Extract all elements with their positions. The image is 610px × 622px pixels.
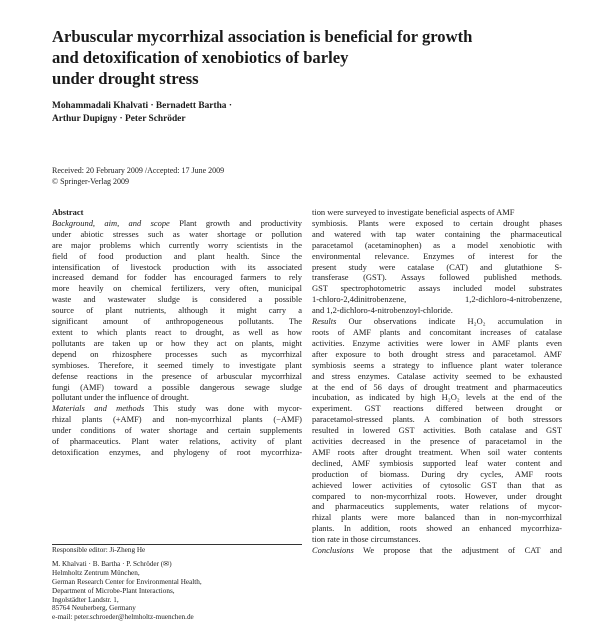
abstract-text: symbiosis seems a strategy to influence plant water tolerance <box>312 359 562 370</box>
abstract-text: AMF roots after drought treatment. When soil water contents <box>312 446 562 457</box>
abstract-line <box>52 349 302 360</box>
abstract-line <box>312 512 562 523</box>
affiliation-line: 85764 Neuherberg, Germany <box>52 604 136 613</box>
section-lead-in: Materials and methods <box>52 403 145 414</box>
affiliation-line: Ingolstädter Landstr. 1, <box>52 595 119 604</box>
section-lead-in: Conclusions <box>312 545 354 556</box>
abstract-text: source of plant nutrients, although it might carry a <box>52 305 302 316</box>
abstract-line <box>312 458 562 469</box>
abstract-text: defense reactions in the presence of arbuscular mycorrhizal <box>52 370 302 381</box>
abstract-text: after exposure to both drought stress and paracetamol. AMF <box>312 348 562 359</box>
abstract-text: GST spectrophotometric assays included model substrates <box>312 283 562 294</box>
abstract-line <box>312 262 562 273</box>
abstract-line <box>52 392 302 403</box>
abstract-line <box>52 262 302 273</box>
abstract-text: rhizal plants (+AMF) and non-mycorrhizal plants (−AMF) <box>52 414 302 425</box>
abstract-line <box>312 501 562 512</box>
author-line: Mohammadali Khalvati · Bernadett Bartha · <box>52 101 232 111</box>
paper-title <box>52 26 552 89</box>
abstract-text: significant amount of anthropogeneous pollutants. The <box>52 316 302 327</box>
abstract-text: under abiotic stresses such as water shortage or pollution <box>52 228 302 239</box>
abstract-text: declined, AMF symbiosis supported leaf water content and <box>312 457 562 468</box>
abstract-text: incubation, as indicated by high H₂O₂ levels at the end of the <box>312 392 562 403</box>
abstract-text: are major problems which currently worry scientists in the <box>52 239 302 250</box>
abstract-text: field of food production and plant health. Since the <box>52 250 302 261</box>
publication-dates <box>52 166 224 187</box>
abstract-line <box>312 447 562 458</box>
abstract-text: environmental relevance. Enzymes of interest for the <box>312 250 562 261</box>
section-lead-in: Background, aim, and scope <box>52 217 170 228</box>
abstract-line <box>52 360 302 371</box>
abstract-text: paracetamol (acetaminophen) as a model xenobiotic with <box>312 239 562 250</box>
abstract-line <box>312 251 562 262</box>
section-lead-in: Results <box>312 316 337 327</box>
abstract-line <box>312 425 562 436</box>
abstract-text: roots of AMF plants and concomitant increases of catalase <box>312 326 562 337</box>
author-email-link[interactable]: e-mail: peter.schroeder@helmholtz-muenchen.de <box>52 613 194 622</box>
abstract-line <box>312 316 562 327</box>
abstract-line <box>312 469 562 480</box>
abstract-line <box>52 403 302 414</box>
abstract-line <box>52 371 302 382</box>
abstract-line <box>312 534 562 545</box>
abstract-line <box>52 425 302 436</box>
abstract-left-column <box>52 207 302 458</box>
abstract-text: production of biomass. During dry cycles, AMF roots <box>312 468 562 479</box>
author-line: Arthur Dupigny · Peter Schröder <box>52 114 186 124</box>
abstract-line <box>52 414 302 425</box>
abstract-text: under conditions of water shortage and certain supplements <box>52 425 302 436</box>
abstract-line <box>312 305 562 316</box>
abstract-text: intensification of livestock production with its associated <box>52 261 302 272</box>
abstract-text: activities. Enzyme activities were lower in AMF plants even <box>312 337 562 348</box>
abstract-text: rhizal plants were more balanced than in non-mycorrhizal <box>312 512 562 523</box>
abstract-line <box>52 338 302 349</box>
abstract-line <box>312 371 562 382</box>
affiliation-line: Helmholtz Zentrum München, <box>52 568 140 577</box>
title-line: and detoxification of xenobiotics of barley <box>52 48 349 67</box>
abstract-line <box>312 240 562 251</box>
abstract-text: experiment. GST reactions differed between drought or <box>312 403 562 414</box>
abstract-line <box>52 272 302 283</box>
abstract-text: detoxification enzymes, and phylogeny of root mycorrhiza- <box>52 446 302 457</box>
abstract-text: and 1,2-dichloro-4-nitrobenzoyl-chloride. <box>312 305 453 316</box>
abstract-text: and watered with tap water containing the pharmaceutical <box>312 228 562 239</box>
abstract-text: waste and wastewater sludge is considered a possible <box>52 294 302 305</box>
abstract-line <box>52 382 302 393</box>
abstract-text: transferase (GST). Assays followed published methods. <box>312 272 562 283</box>
responsible-editor: Responsible editor: Ji-Zheng He <box>52 546 146 554</box>
abstract-text: depend on rhizosphere processes such as mycorrhizal <box>52 348 302 359</box>
abstract-line <box>312 382 562 393</box>
abstract-line <box>52 436 302 447</box>
abstract-line <box>312 360 562 371</box>
abstract-text: increased demand for fodder has encouraged farmers to rely <box>52 272 302 283</box>
abstract-text: at the end of 56 days of drought treatment and pharmaceutics <box>312 381 562 392</box>
abstract-line <box>312 414 562 425</box>
abstract-right-column <box>312 207 562 556</box>
abstract-text: extent to which plants react to drought, as well as how <box>52 326 302 337</box>
abstract-text: of pharmaceutics. Plant water relations, activity of plant <box>52 436 302 447</box>
affiliation-line: German Research Center for Environmental Health, <box>52 577 202 586</box>
abstract-text: achieved lower activities of cytosolic GST than that as <box>312 479 562 490</box>
abstract-line <box>312 338 562 349</box>
abstract-text: and stress enzymes. Catalase activity seemed to be exhausted <box>312 370 562 381</box>
abstract-text: fungi (AMF) toward a possible dangerous sewage sludge <box>52 381 302 392</box>
abstract-line <box>312 349 562 360</box>
abstract-text: compared to non-mycorrhizal roots. However, under drought <box>312 490 562 501</box>
abstract-text: pollutants are taken up or how they act on plants, might <box>52 337 302 348</box>
abstract-line <box>312 327 562 338</box>
abstract-line <box>312 229 562 240</box>
affiliation-line: Department of Microbe-Plant Interactions, <box>52 586 175 595</box>
abstract-line <box>52 327 302 338</box>
abstract-line <box>312 491 562 502</box>
title-line: under drought stress <box>52 69 199 88</box>
abstract-text: tion were surveyed to investigate beneficial aspects of AMF <box>312 207 515 217</box>
abstract-text: symbiosis. Plants were exposed to certain drought phases <box>312 217 562 228</box>
abstract-line <box>52 251 302 262</box>
abstract-line <box>52 447 302 458</box>
abstract-text: activities decreased in the presence of paracetamol in the <box>312 436 562 447</box>
abstract-text: present study were catalase (CAT) and glutathione S- <box>312 261 562 272</box>
abstract-line <box>312 392 562 403</box>
abstract-line <box>312 272 562 283</box>
abstract-line <box>52 316 302 327</box>
abstract-line <box>52 218 302 229</box>
abstract-text: plants. In addition, roots showed an enhanced mycorrhiza- <box>312 523 562 534</box>
abstract-line <box>312 403 562 414</box>
abstract-line <box>312 294 562 305</box>
abstract-line <box>52 283 302 294</box>
abstract-text: more heavily on chemical fertilizers, very often, municipal <box>52 283 302 294</box>
abstract-line <box>52 305 302 316</box>
abstract-text: resulted in lowered GST activities. Both catalase and GST <box>312 425 562 436</box>
abstract-text: This study was done with mycor- <box>144 403 302 414</box>
abstract-text: Plant growth and productivity <box>169 217 302 228</box>
abstract-line <box>312 480 562 491</box>
title-line: Arbuscular mycorrhizal association is beneficial for growth <box>52 27 473 46</box>
abstract-line <box>312 283 562 294</box>
footnote-block <box>52 546 302 622</box>
abstract-line <box>312 436 562 447</box>
abstract-line <box>52 294 302 305</box>
received-accepted-dates: Received: 20 February 2009 /Accepted: 17 June 2009 <box>52 166 225 175</box>
abstract-text: 1-chloro-2,4dinitrobenzene, 1,2-dichloro-4-nitrobenzene, <box>312 294 562 305</box>
abstract-heading: Abstract <box>52 207 84 217</box>
abstract-text: pollutant under the influence of drought. <box>52 392 189 403</box>
author-list <box>52 100 452 126</box>
abstract-text: symbioses. Therefore, it seemed timely to investigate plant <box>52 359 302 370</box>
abstract-text: Our observations indicate H₂O₂ accumulation in <box>336 316 562 327</box>
abstract-line <box>312 218 562 229</box>
abstract-text: tion rate in those circumstances. <box>312 534 421 545</box>
abstract-line <box>312 545 562 556</box>
affiliation-authors: M. Khalvati · B. Bartha · P. Schröder (✉) <box>52 559 172 568</box>
copyright-notice: © Springer-Verlag 2009 <box>52 176 130 186</box>
footnote-divider <box>52 544 302 545</box>
abstract-text: and pharmaceutics supplements, water relations of mycor- <box>312 501 562 512</box>
abstract-text: We propose that the adjustment of CAT and <box>353 545 562 556</box>
abstract-text: paracetamol-stressed plants. A combination of both stressors <box>312 414 562 425</box>
abstract-line <box>52 229 302 240</box>
abstract-line <box>312 207 562 218</box>
abstract-line <box>312 523 562 534</box>
abstract-line <box>52 240 302 251</box>
